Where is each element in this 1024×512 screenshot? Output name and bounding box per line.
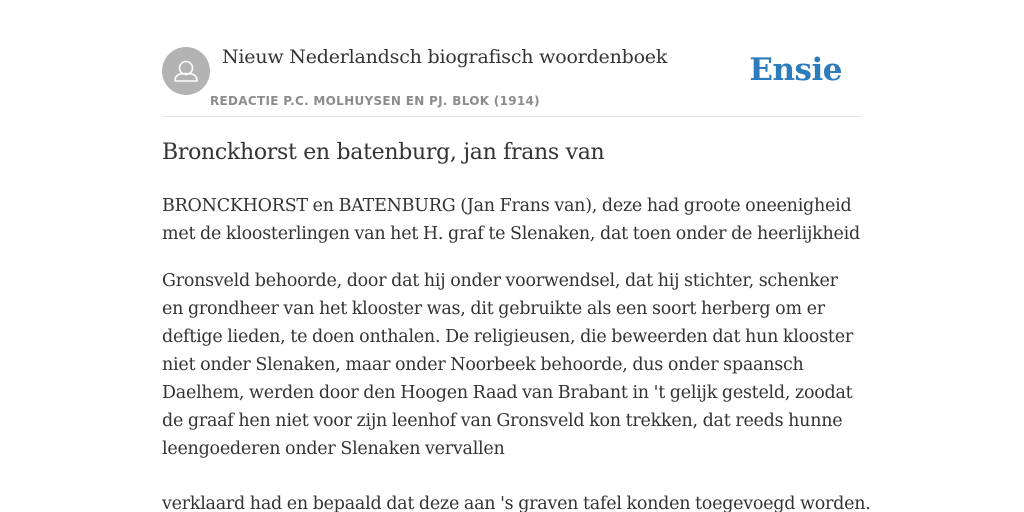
user-icon[interactable] (162, 47, 210, 95)
book-title[interactable]: Nieuw Nederlandsch biografisch woordenboek (222, 46, 668, 68)
entry-paragraph-3: verklaard had en bepaald dat deze aan 's graven tafel konden toegevoegd worden. (162, 494, 871, 512)
page-container (162, 0, 871, 512)
avatar-silhouette (162, 47, 210, 95)
entry-title: Bronckhorst en batenburg, jan frans van (162, 140, 605, 165)
book-editors: REDACTIE P.C. MOLHUYSEN EN PJ. BLOK (1914) (210, 94, 540, 108)
source-header (162, 0, 862, 117)
ensie-logo[interactable]: Ensie (749, 52, 842, 88)
entry-paragraph-1: BRONCKHORST en BATENBURG (Jan Frans van), deze had groote oneenigheid met de kloosterlingen van het H. graf te Slenaken, dat toen onder de heerlijkheid (162, 196, 860, 244)
entry-paragraph-2: Gronsveld behoorde, door dat hij onder voorwendsel, dat hij stichter, schenker en grondheer van het klooster was, dit gebruikte als een soort herberg om er deftige lieden, te doen onthalen. De religieusen, die beweerden dat hun klooster niet onder Slenaken, maar onder Noorbeek behoorde, dus onder spaansch Daelhem, werden door den Hoogen Raad van Brabant in 't gelijk gesteld, zoodat de graaf hen niet voor zijn leenhof van Gronsveld kon trekken, dat reeds hunne leengoederen onder Slenaken vervallen (162, 271, 853, 459)
